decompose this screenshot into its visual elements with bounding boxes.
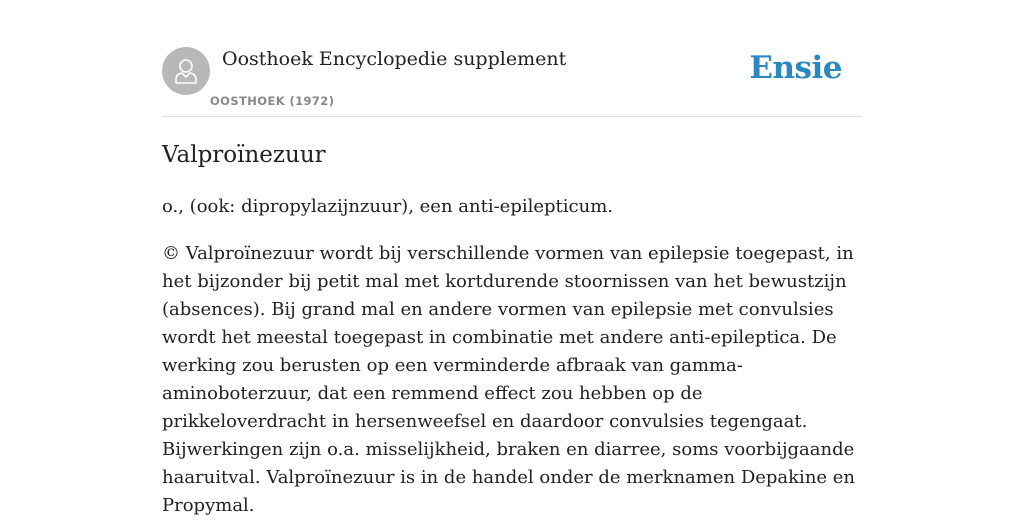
article-title: Valproïnezuur (162, 142, 326, 168)
article-body: © Valproïnezuur wordt bij verschillende vormen van epilepsie toegepast, in het bijzonder bij petit mal met kortdurende stoornissen van het bewustzijn (absences). Bij grand mal en andere vormen van epilepsie met convulsies wordt het meestal toegepast in combinatie met andere anti-epileptica. De werking zou berusten op een verminderde afbraak van gamma-aminoboterzuur, dat een remmend effect zou hebben op de prikkeloverdracht in hersenweefsel en daardoor convulsies tegengaat. Bijwerkingen zijn o.a. misselijkheid, braken en diarree, soms voorbijgaande haaruitval. Valproïnezuur is in de handel onder de merknamen Depakine en Propymal. (162, 243, 856, 516)
source-publisher: OOSTHOEK (1972) (210, 94, 335, 108)
avatar[interactable] (162, 47, 210, 95)
source-title[interactable]: Oosthoek Encyclopedie supplement (222, 48, 567, 70)
source-header (162, 46, 862, 117)
user-icon (172, 56, 200, 86)
ensie-logo[interactable]: Ensie (749, 50, 842, 86)
article-definition: o., (ook: dipropylazijnzuur), een anti-epilepticum. (162, 196, 613, 217)
